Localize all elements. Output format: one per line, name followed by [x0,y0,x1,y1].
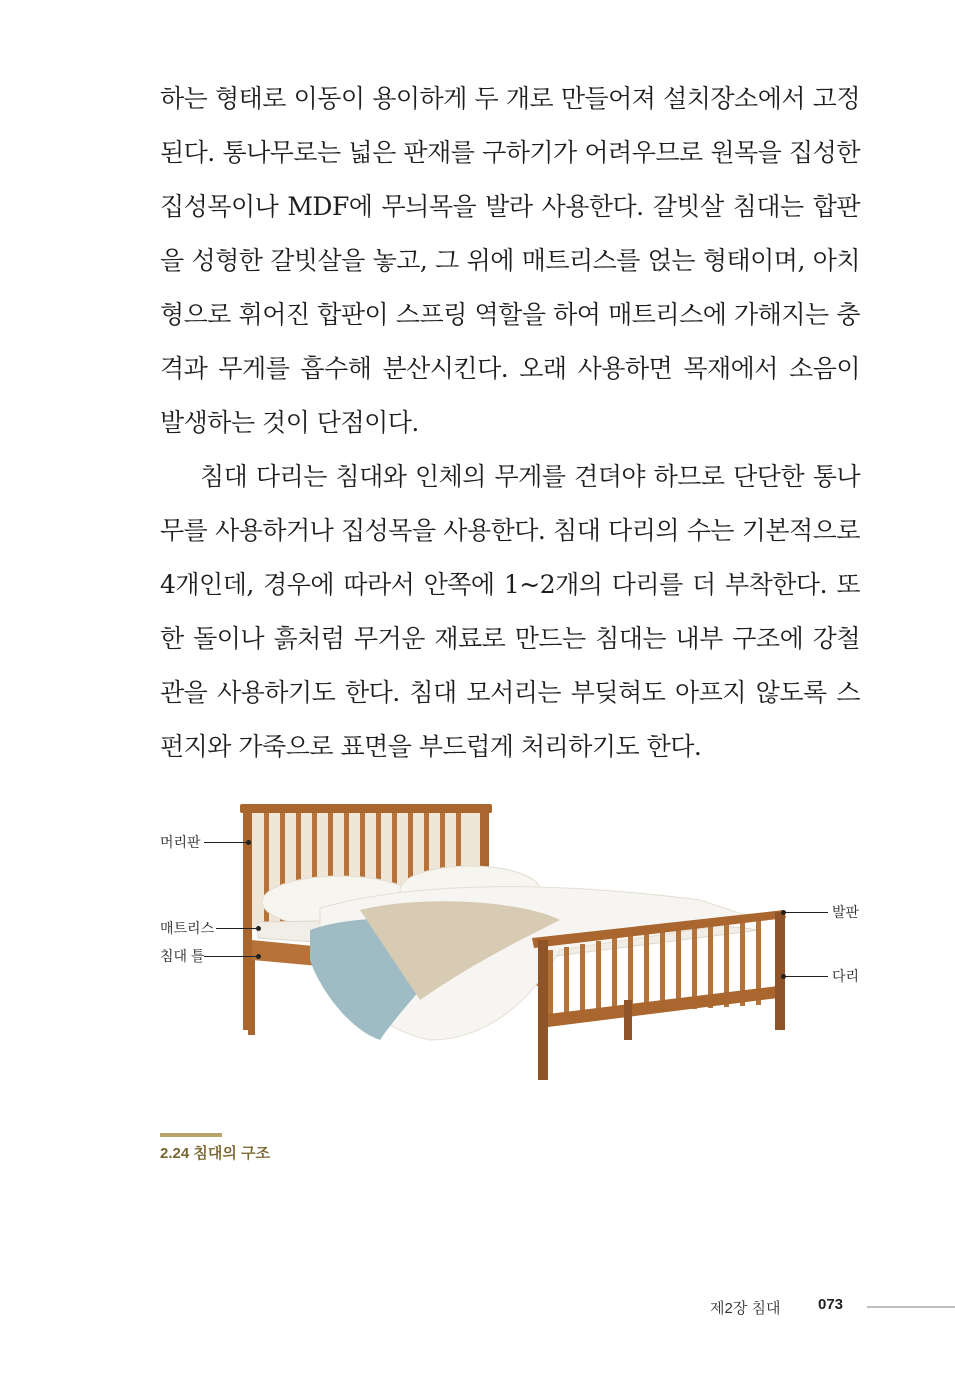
label-frame: 침대 틀 [160,948,205,964]
footer-rule [867,1306,955,1308]
leader-dot-mattress [256,926,261,931]
body-text [160,72,860,774]
footer-chapter-title: 제2장 침대 [710,1300,781,1317]
leader-dot-headboard [246,840,251,845]
label-footboard: 발판 [832,904,860,920]
leader-dot-footboard [781,910,786,915]
figure-caption: 2.24 침대의 구조 [160,1145,270,1162]
leader-line-mattress [216,928,258,929]
page-number: 073 [818,1296,844,1313]
leader-line-headboard [204,842,248,843]
leader-dot-frame [256,954,261,959]
label-leg: 다리 [832,968,860,984]
leader-line-leg [784,976,828,977]
label-headboard: 머리판 [160,834,201,850]
paragraph-2: 침대 다리는 침대와 인체의 무게를 견뎌야 하므로 단단한 통나무를 사용하거나 집성목을 사용한다. 침대 다리의 수는 기본적으로 4개인데, 경우에 따라서 안쪽에 1~2개의 다리를 더 부착한다. 또한 돌이나 흙처럼 무거운 재료로 만드는 침대는 내부 구조에 강철관을 사용하기도 한다. 침대 모서리는 부딪혀도 아프지 않도록 스펀지와 가죽으로 표면을 부드럽게 처리하기도 한다. [160,462,860,761]
caption-accent-bar [160,1133,222,1137]
label-mattress: 매트리스 [160,920,215,936]
leader-line-footboard [784,912,828,913]
paragraph-1: 하는 형태로 이동이 용이하게 두 개로 만들어져 설치장소에서 고정된다. 통나무로는 넓은 판재를 구하기가 어려우므로 원목을 집성한 집성목이나 MDF에 무늬목을 발라 사용한다. 갈빗살 침대는 합판을 성형한 갈빗살을 놓고, 그 위에 매트리스를 얹는 형태이며, 아치형으로 휘어진 합판이 스프링 역할을 하여 매트리스에 가해지는 충격과 무게를 흡수해 분산시킨다. 오래 사용하면 목재에서 소음이 발생하는 것이 단점이다. [160,84,860,437]
bed-structure-figure [0,790,955,1110]
bed-illustration [0,790,955,1110]
leader-line-frame [204,956,258,957]
leader-dot-leg [781,974,786,979]
